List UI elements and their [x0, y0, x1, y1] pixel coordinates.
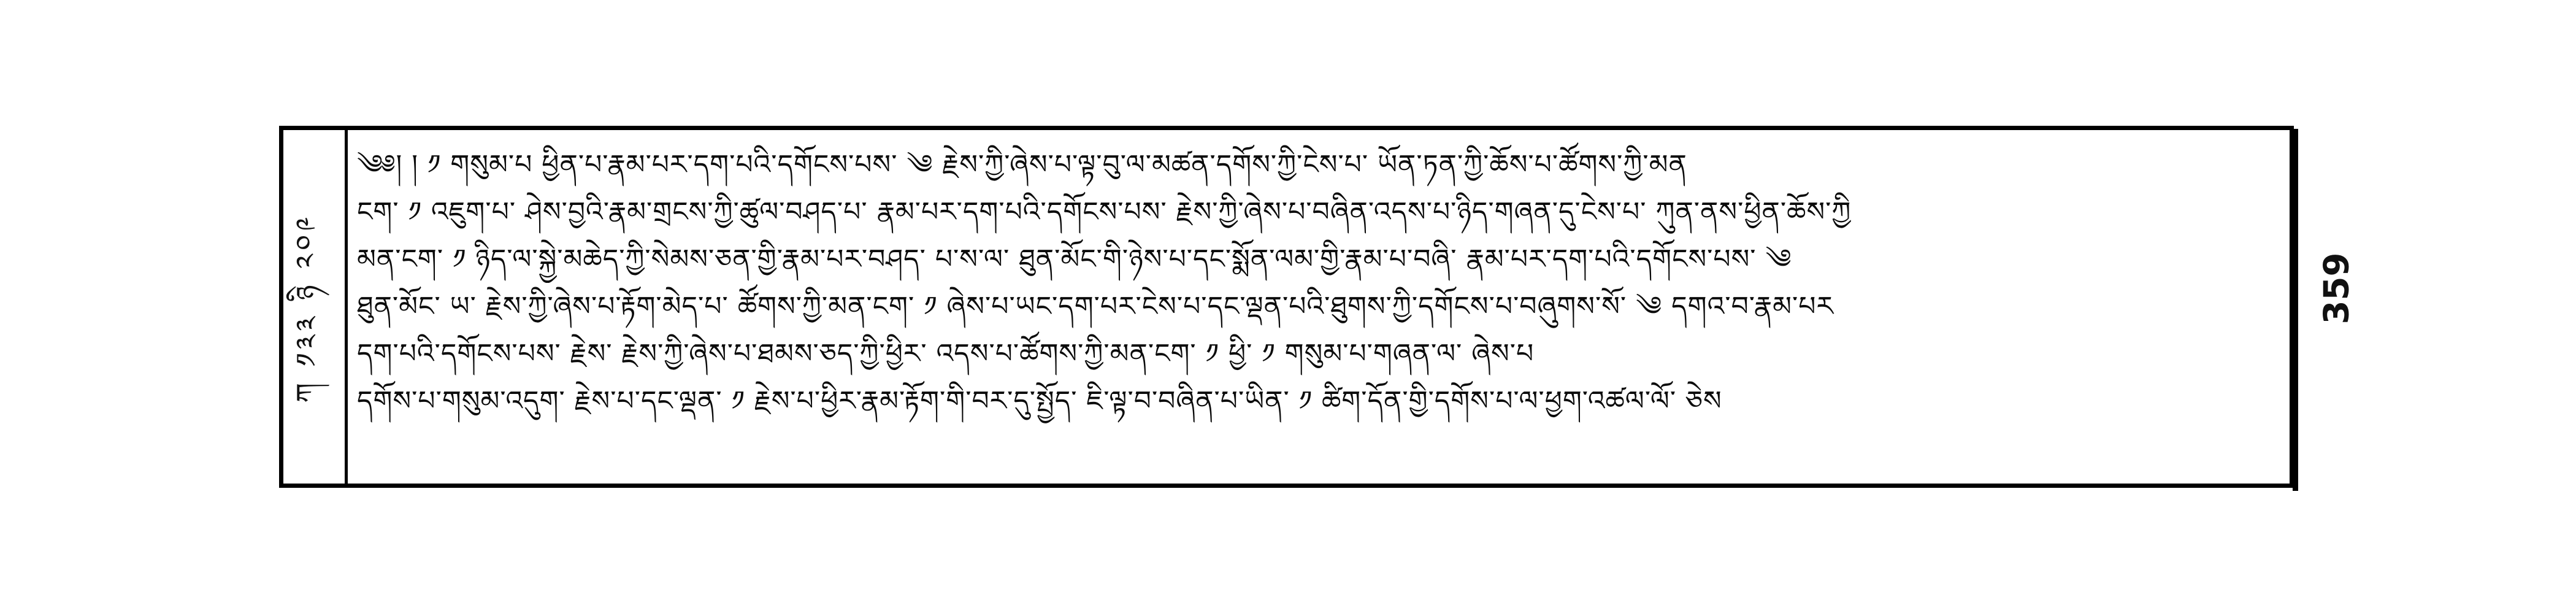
text-block — [357, 141, 2277, 472]
text-line: དགོས་པ་གསུམ་འདུག་ རྗེས་པ་དང་ལྡན་ ༡ རྗེས་པ་ཕྱིར་རྣམ་རྟོག་གི་བར་དུ་སྤྱོད་ ཇི་ལྟ་བ་བཞིན་པ་ཡིན་ ༡ ཚིག་དོན་གྱི་དགོས་པ་ལ་ཕྱག་འཚལ་ལོ་ ཅེས — [357, 385, 1722, 417]
text-line: མན་ངག་ ༡ ཉིད་ལ་སྐྱེ་མཆེད་ཀྱི་སེམས་ཅན་གྱི་རྣམ་པར་བཤད་ པ་ས་ལ་ ཐུན་མོང་གི་ཉེས་པ་དང་སྨོན་ལམ་གྱི་རྣམ་པ་བཞི་ རྣམ་པར་དག་པའི་དགོངས་པས་ ༄ — [357, 244, 1792, 275]
margin-label: ཀ ༡༣༣ ཉི ༢༠༩ — [289, 213, 323, 403]
folio-shadow — [2293, 129, 2298, 491]
text-line: ཐུན་མོང་ ཡ་ རྗེས་ཀྱི་ཞེས་པ་རྟོག་མེད་པ་ ཚོགས་ཀྱི་མན་ངག་ ༡ ཞེས་པ་ཡང་དག་པར་ངེས་པ་དང་ལྡན་པའི་ཐུགས་ཀྱི་དགོངས་པ་བཞུགས་སོ་ ༄ དགའ་བ་རྣམ་པར — [357, 291, 1834, 322]
text-line: དག་པའི་དགོངས་པས་ རྗེས་ རྗེས་ཀྱི་ཞེས་པ་ཐམས་ཅད་ཀྱི་ཕྱིར་ འདས་པ་ཚོགས་ཀྱི་མན་ངག་ ༡ ཕྱི་ ༡ གསུམ་པ་གཞན་ལ་ ཞེས་པ — [357, 338, 1535, 369]
left-margin — [283, 130, 348, 484]
page-number: 359 — [2317, 252, 2357, 325]
text-line: ངག་ ༡ འཇུག་པ་ ཤེས་བྱའི་རྣམ་གྲངས་ཀྱི་ཚུལ་བཤད་པ་ རྣམ་པར་དག་པའི་དགོངས་པས་ རྗེས་ཀྱི་ཞེས་པ་བཞིན་འདས་པ་ཉིད་གཞན་དུ་ངེས་པ་ ཀུན་ནས་ཕྱིན་ཆོས་ཀྱི — [357, 196, 1852, 228]
text-line: ༄༅། ། ༡ གསུམ་པ ཕྱིན་པ་རྣམ་པར་དག་པའི་དགོངས་པས་ ༄ རྗེས་ཀྱི་ཞེས་པ་ལྟ་བུ་ལ་མཚན་དགོས་ཀྱི་ངེས་པ་ ཡོན་ཏན་ཀྱི་ཆོས་པ་ཚོགས་ཀྱི་མན — [357, 149, 1687, 180]
folio-page — [279, 126, 2294, 488]
